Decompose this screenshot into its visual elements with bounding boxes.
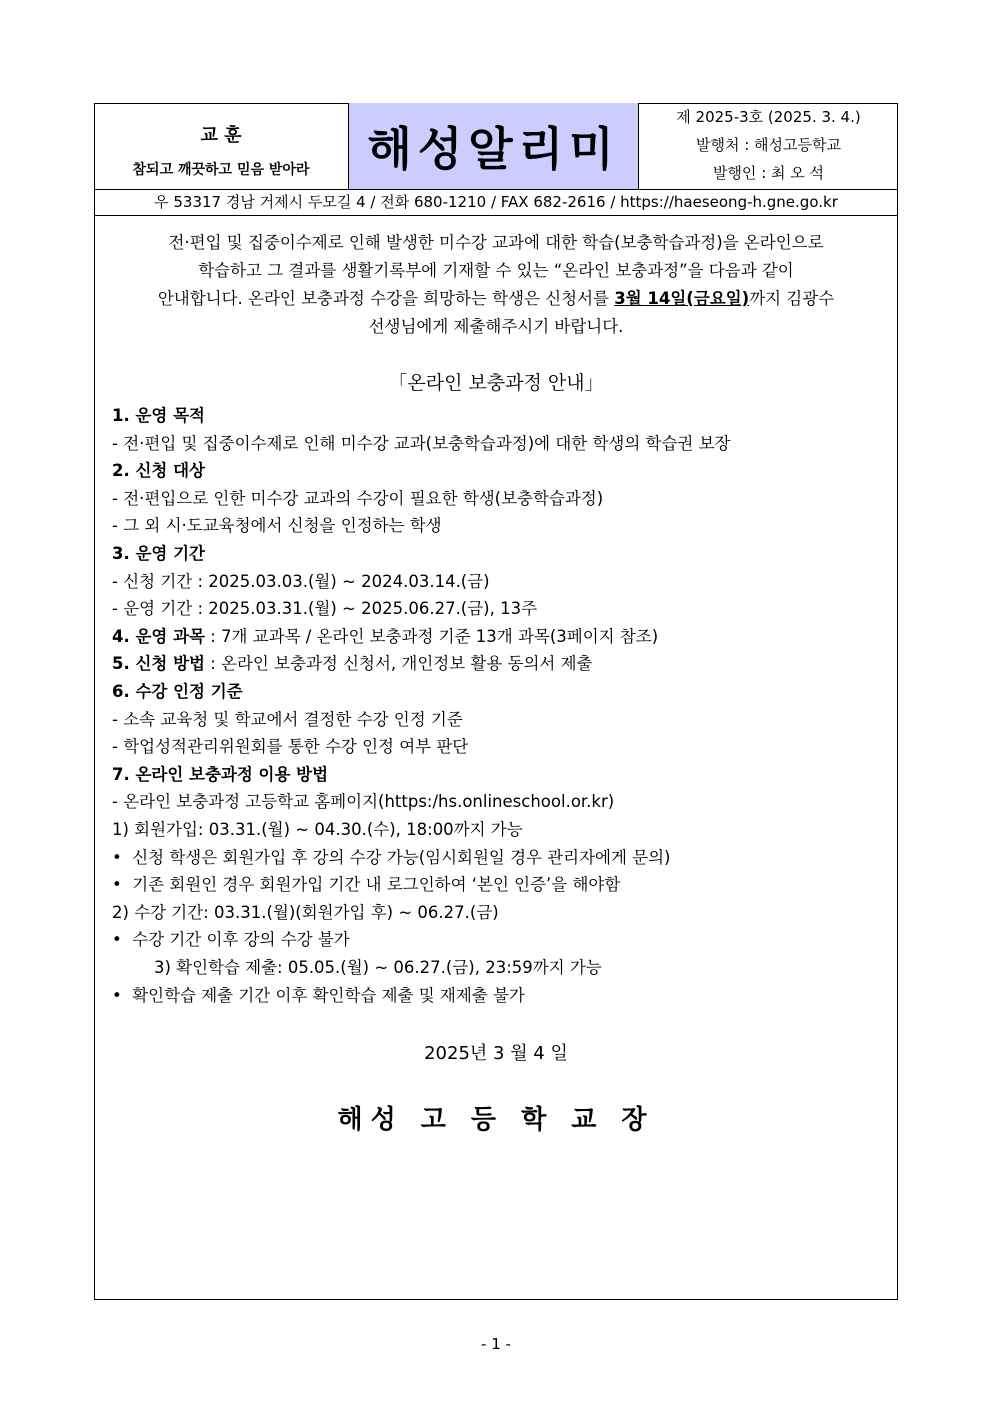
- section-title: 「온라인 보충과정 안내」: [388, 372, 604, 394]
- line-text: - 전·편입으로 인한 미수강 교과의 수강이 필요한 학생(보충학습과정): [112, 488, 604, 508]
- intro-line: 전·편입 및 집중이수제로 인해 발생한 미수강 교과에 대한 학습(보충학습과정)을 온라인으로: [168, 233, 824, 252]
- body-line: [112, 515, 442, 537]
- intro-line: [94, 288, 898, 310]
- school-motto-cell: [94, 103, 349, 189]
- line-text: • 수강 기간 이후 강의 수강 불가: [112, 930, 350, 950]
- body-line: [112, 819, 523, 841]
- body-line: [112, 985, 525, 1007]
- body-line: [112, 929, 350, 951]
- line-text: - 운영 기간 : 2025.03.31.(월) ~ 2025.06.27.(금), 13주: [112, 599, 538, 619]
- motto-text: 참되고 깨끗하고 믿음 받아라: [132, 162, 310, 178]
- line-heading: 1. 운영 목적: [112, 406, 205, 425]
- body-line: [112, 433, 730, 455]
- body-line: [112, 598, 537, 620]
- intro-text: 까지 김광수: [749, 289, 835, 308]
- body-line: [112, 736, 468, 758]
- signature: 해성 고 등 학 교 장: [337, 1105, 655, 1135]
- line-text: • 신청 학생은 회원가입 후 강의 수강 가능(임시회원일 경우 관리자에게 문의): [112, 847, 671, 867]
- body-line: [112, 488, 603, 510]
- body-line: [112, 874, 620, 896]
- line-heading: 6. 수강 인정 기준: [112, 682, 243, 701]
- line-heading: 5. 신청 방법: [112, 654, 205, 674]
- body-line: [112, 791, 614, 813]
- page-number: - 1 -: [481, 1335, 511, 1353]
- body-line: [112, 902, 499, 924]
- body-line: [112, 847, 670, 869]
- newsletter-header: [94, 103, 898, 190]
- issue-info-cell: [639, 103, 898, 189]
- address-bar: 우 53317 경남 거제시 두모길 4 / 전화 680-1210 / FAX 682-2616 / https://haeseong-h.gne.go.kr: [94, 190, 898, 216]
- line-heading: 7. 온라인 보충과정 이용 방법: [112, 764, 329, 784]
- line-text: 3) 확인학습 제출: 05.05.(월) ~ 06.27.(금), 23:59까지 가능: [112, 958, 602, 977]
- body-line: [112, 460, 205, 482]
- issue-date: 2025년 3 월 4 일: [424, 1043, 568, 1064]
- line-heading: 3. 운영 기간: [112, 544, 205, 563]
- intro-line: 학습하고 그 결과를 생활기록부에 기재할 수 있는 “온라인 보충과정”을 다음과 같이: [198, 261, 794, 280]
- line-text: - 신청 기간 : 2025.03.03.(월) ~ 2024.03.14.(금): [112, 571, 490, 591]
- line-text: • 기존 회원인 경우 회원가입 기간 내 로그인하여 ‘본인 인증’을 해야함: [112, 875, 621, 895]
- body-line: [112, 626, 658, 648]
- logo-cell: [349, 103, 639, 189]
- deadline: 3월 14일(금요일): [614, 289, 750, 308]
- body-line: [112, 653, 592, 675]
- body-line: [112, 571, 490, 593]
- issuer: 발행인 : 최 오 석: [712, 164, 825, 182]
- body-line: [112, 543, 205, 565]
- newsletter-logo: 해성알리미: [367, 122, 620, 176]
- publisher: 발행처 : 해성고등학교: [695, 136, 841, 154]
- line-heading: 4. 운영 과목: [112, 626, 205, 646]
- line-text: - 그 외 시·도교육청에서 신청을 인정하는 학생: [112, 516, 442, 536]
- body-line: [112, 957, 602, 979]
- intro-text: 안내합니다. 온라인 보충과정 수강을 희망하는 학생은 신청서를: [157, 289, 615, 308]
- line-text: 1) 회원가입: 03.31.(월) ~ 04.30.(수), 18:00까지 가능: [112, 820, 523, 839]
- body-line: [112, 405, 205, 427]
- line-text: 2) 수강 기간: 03.31.(월)(회원가입 후) ~ 06.27.(금): [112, 902, 499, 922]
- line-text: - 전·편입 및 집중이수제로 인해 미수강 교과(보충학습과정)에 대한 학생의 학습권 보장: [112, 433, 731, 453]
- line-text: - 소속 교육청 및 학교에서 결정한 수강 인정 기준: [112, 709, 463, 729]
- line-text: - 학업성적관리위원회를 통한 수강 인정 여부 판단: [112, 737, 469, 757]
- line-text: • 확인학습 제출 기간 이후 확인학습 제출 및 재제출 불가: [112, 985, 525, 1005]
- line-text: : 온라인 보충과정 신청서, 개인정보 활용 동의서 제출: [205, 654, 593, 674]
- line-text: - 온라인 보충과정 고등학교 홈페이지(https:/hs.onlineschool.or.kr): [112, 792, 615, 812]
- motto-title: 교 훈: [200, 125, 242, 146]
- issue-number: 제 2025-3호 (2025. 3. 4.): [676, 108, 861, 126]
- body-line: [112, 681, 243, 703]
- line-heading: 2. 신청 대상: [112, 461, 205, 481]
- line-text: : 7개 교과목 / 온라인 보충과정 기준 13개 과목(3페이지 참조): [205, 626, 659, 646]
- body-line: [112, 764, 328, 786]
- body-line: [112, 709, 463, 731]
- intro-line: 선생님에게 제출해주시기 바랍니다.: [368, 317, 624, 336]
